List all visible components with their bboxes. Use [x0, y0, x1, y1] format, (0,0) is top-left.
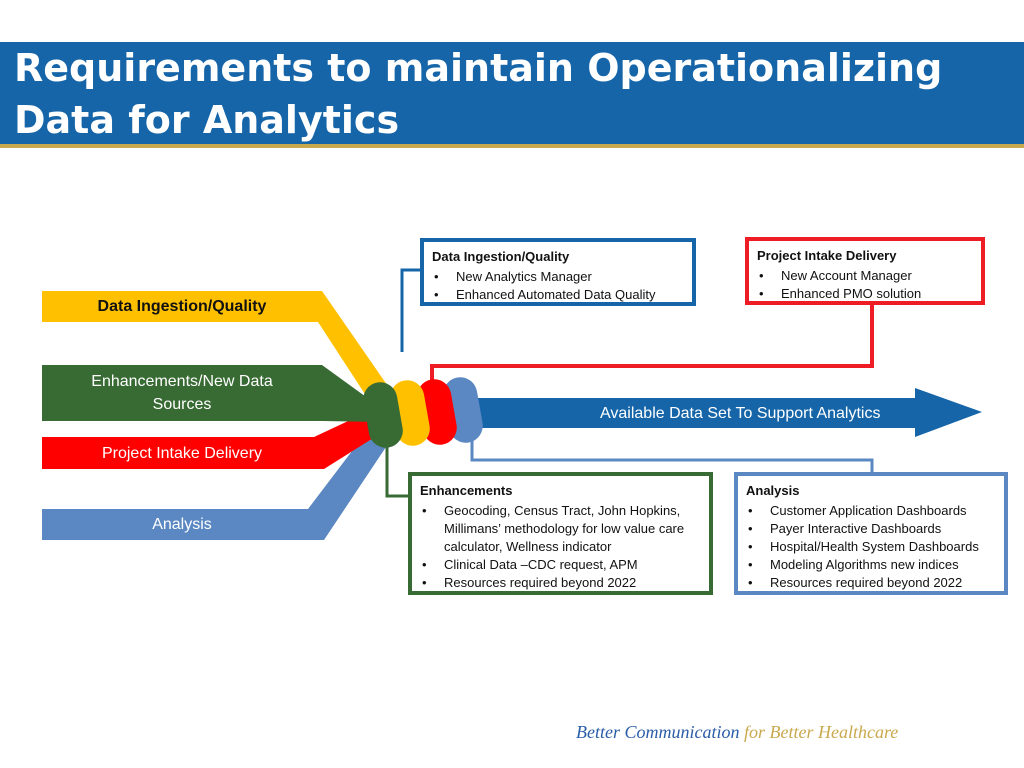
stream-label-project-intake: Project Intake Delivery	[101, 445, 263, 462]
box-data-ingestion	[420, 238, 696, 306]
list-item: • Modeling Algorithms new indices	[746, 556, 996, 574]
list-item: • Hospital/Health System Dashboards	[746, 538, 996, 556]
box-title: Project Intake Delivery	[757, 248, 897, 263]
bullet-list	[746, 502, 996, 592]
footer-tagline-part1: Better Communication	[576, 722, 744, 742]
stream-label-enhancements: Enhancements/New Data Sources	[91, 373, 273, 413]
output-arrow-label: Available Data Set To Support Analytics	[600, 405, 881, 422]
connector-data-ingestion	[402, 270, 422, 352]
bullet-list	[432, 268, 684, 304]
footer-tagline	[576, 720, 898, 744]
connector-analysis	[472, 435, 872, 473]
stream-label-data-ingestion: Data Ingestion/Quality	[97, 298, 267, 315]
bullet-list	[420, 502, 701, 592]
list-item: • New Account Manager	[757, 267, 973, 285]
bullet-list	[757, 267, 973, 303]
connector-enhancements	[387, 440, 410, 496]
box-enhancements	[408, 472, 713, 595]
list-item: • Enhanced Automated Data Quality	[432, 286, 684, 304]
list-item: • Enhanced PMO solution	[757, 285, 973, 303]
box-analysis	[734, 472, 1008, 595]
list-item: • Customer Application Dashboards	[746, 502, 996, 520]
box-title: Enhancements	[420, 483, 513, 498]
list-item: • New Analytics Manager	[432, 268, 684, 286]
stream-label-analysis: Analysis	[152, 516, 212, 533]
connector-project-intake	[432, 303, 872, 383]
list-item: • Payer Interactive Dashboards	[746, 520, 996, 538]
list-item: • Resources required beyond 2022	[746, 574, 996, 592]
slide-title: Requirements to maintain Operationalizing Data for Analytics	[14, 46, 943, 142]
box-title: Data Ingestion/Quality	[432, 249, 570, 264]
list-item: • Clinical Data –CDC request, APM	[420, 556, 701, 574]
list-item: • Resources required beyond 2022	[420, 574, 701, 592]
list-item: • Geocoding, Census Tract, John Hopkins, Millimans’ methodology for low value care calculator, Wellness indicator	[420, 502, 701, 556]
box-project-intake	[745, 237, 985, 305]
footer-tagline-part2: for Better Healthcare	[743, 722, 899, 742]
box-title: Analysis	[746, 483, 800, 498]
